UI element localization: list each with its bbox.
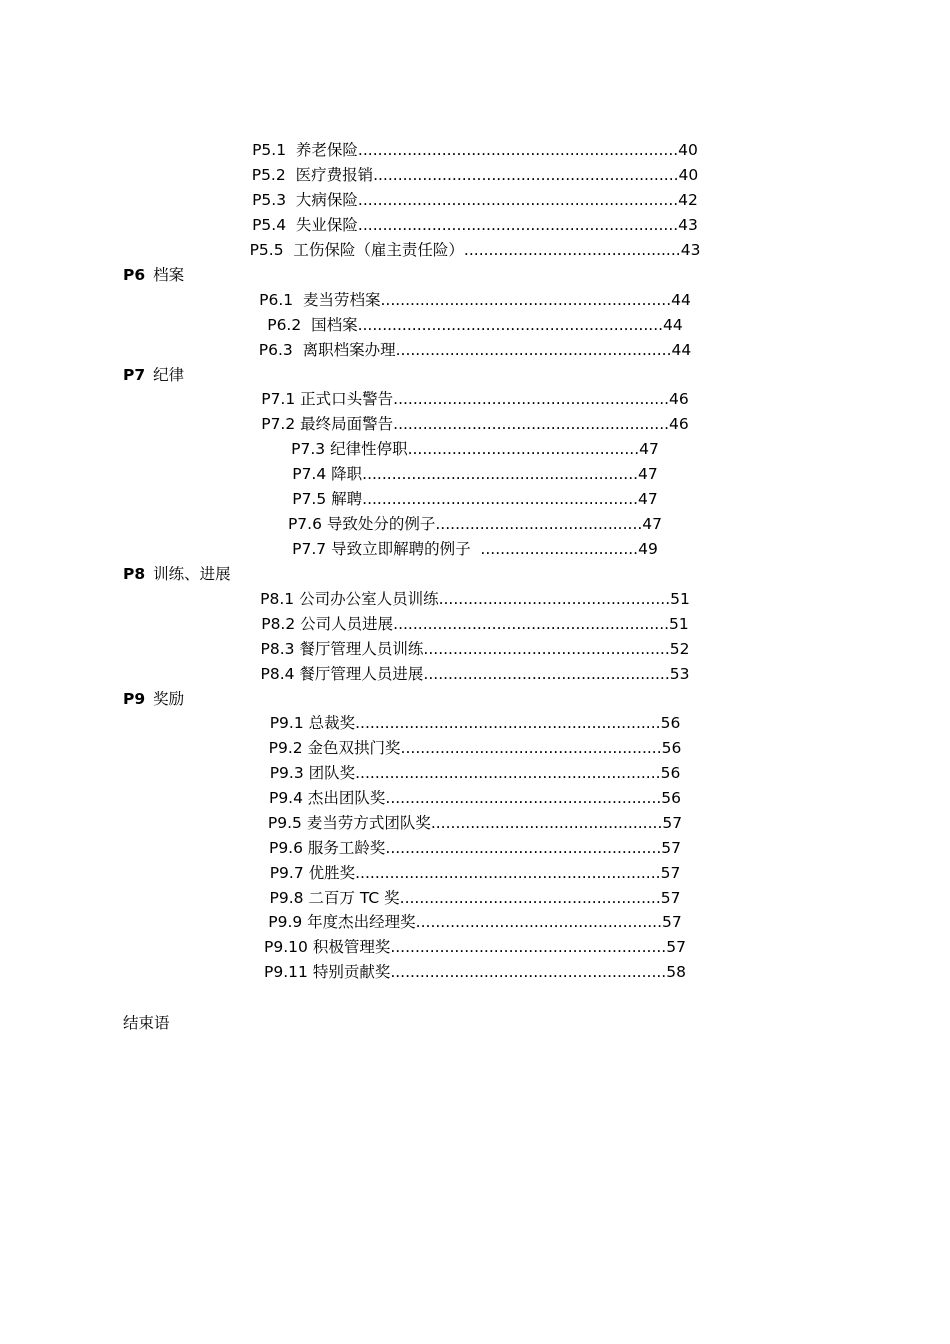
- toc-entry-p5-4: [0, 215, 950, 235]
- toc-entry-p6-2: [0, 315, 950, 335]
- toc-entry-p9-5: [0, 813, 950, 833]
- toc-entry-text: P5.4 失业保险.................................................................43: [252, 216, 698, 234]
- toc-entry-text: P6.2 国档案..............................................................44: [267, 316, 683, 334]
- toc-entry-text: P9.3 团队奖..............................................................56: [269, 764, 681, 782]
- toc-entry-text: P9.4 杰出团队奖........................................................56: [268, 789, 682, 807]
- section-title: 档案: [153, 266, 185, 284]
- toc-entry-p5-1: [0, 140, 950, 160]
- section-heading-p7: [123, 365, 184, 385]
- toc-entry-p8-4: [0, 664, 950, 684]
- toc-entry-text: P9.1 总裁奖..............................................................56: [269, 714, 681, 732]
- toc-entry-text: P7.6 导致处分的例子..........................................47: [287, 515, 663, 533]
- toc-entry-p5-5: [0, 240, 950, 260]
- toc-entry-p7-3: [0, 439, 950, 459]
- toc-entry-p7-1: [0, 389, 950, 409]
- toc-entry-p9-1: [0, 713, 950, 733]
- toc-entry-p8-3: [0, 639, 950, 659]
- toc-entry-p8-1: [0, 589, 950, 609]
- toc-entry-p7-5: [0, 489, 950, 509]
- section-code: P6: [123, 266, 146, 284]
- toc-entry-text: P5.3 大病保险.................................................................42: [252, 191, 698, 209]
- toc-entry-text: P8.4 餐厅管理人员进展..................................................53: [260, 665, 690, 683]
- toc-entry-p7-2: [0, 414, 950, 434]
- toc-entry-p6-3: [0, 340, 950, 360]
- section-title: 纪律: [153, 366, 185, 384]
- toc-entry-text: P6.1 麦当劳档案...........................................................44: [259, 291, 691, 309]
- toc-entry-p8-2: [0, 614, 950, 634]
- toc-entry-text: P7.4 降职........................................................47: [292, 465, 658, 483]
- section-title: 奖励: [153, 690, 185, 708]
- section-code: P8: [123, 565, 146, 583]
- toc-entry-p7-6: [0, 514, 950, 534]
- toc-entry-p9-9: [0, 912, 950, 932]
- toc-entry-p5-3: [0, 190, 950, 210]
- section-heading-p9: [123, 689, 184, 709]
- toc-entry-text: P9.7 优胜奖..............................................................57: [269, 864, 681, 882]
- toc-entry-text: P5.5 工伤保险（雇主责任险）............................................43: [249, 241, 701, 259]
- toc-entry-text: P9.9 年度杰出经理奖..................................................57: [268, 913, 682, 931]
- closing-remarks: 结束语: [123, 1014, 170, 1032]
- toc-entry-text: P7.7 导致立即解聘的例子 ................................49: [292, 540, 658, 558]
- toc-entry-p7-4: [0, 464, 950, 484]
- section-heading-p8: [123, 564, 231, 584]
- toc-entry-p5-2: [0, 165, 950, 185]
- toc-entry-text: P9.5 麦当劳方式团队奖...............................................57: [267, 814, 683, 832]
- toc-entry-text: P7.3 纪律性停职...............................................47: [291, 440, 659, 458]
- toc-entry-text: P6.3 离职档案办理........................................................44: [258, 341, 692, 359]
- toc-entry-text: P9.2 金色双拱门奖.....................................................56: [268, 739, 682, 757]
- section-heading-p6: [123, 265, 184, 285]
- toc-entry-text: P9.6 服务工龄奖........................................................57: [268, 839, 682, 857]
- section-code: P9: [123, 690, 146, 708]
- section-title: 训练、进展: [153, 565, 231, 583]
- toc-entry-text: P8.1 公司办公室人员训练...............................................51: [260, 590, 690, 608]
- toc-entry-p9-3: [0, 763, 950, 783]
- toc-entry-p7-7: [0, 539, 950, 559]
- toc-entry-text: P5.2 医疗费报销..............................................................40: [251, 166, 699, 184]
- toc-entry-text: P8.2 公司人员进展........................................................51: [261, 615, 689, 633]
- section-code: P7: [123, 366, 146, 384]
- toc-entry-p9-8: [0, 888, 950, 908]
- toc-entry-text: P7.2 最终局面警告........................................................46: [261, 415, 689, 433]
- toc-entry-text: P5.1 养老保险.................................................................40: [252, 141, 698, 159]
- toc-entry-text: P9.8 二百万 TC 奖.....................................................57: [269, 889, 681, 907]
- toc-entry-p9-7: [0, 863, 950, 883]
- toc-entry-p9-11: [0, 962, 950, 982]
- toc-entry-p6-1: [0, 290, 950, 310]
- toc-entry-p9-4: [0, 788, 950, 808]
- toc-entry-p9-6: [0, 838, 950, 858]
- toc-entry-p9-10: [0, 937, 950, 957]
- toc-entry-text: P8.3 餐厅管理人员训练..................................................52: [260, 640, 690, 658]
- toc-entry-p9-2: [0, 738, 950, 758]
- toc-entry-text: P9.10 积极管理奖........................................................57: [264, 938, 686, 956]
- toc-entry-text: P7.5 解聘........................................................47: [292, 490, 658, 508]
- toc-entry-text: P9.11 特别贡献奖........................................................58: [264, 963, 686, 981]
- toc-entry-text: P7.1 正式口头警告........................................................46: [261, 390, 689, 408]
